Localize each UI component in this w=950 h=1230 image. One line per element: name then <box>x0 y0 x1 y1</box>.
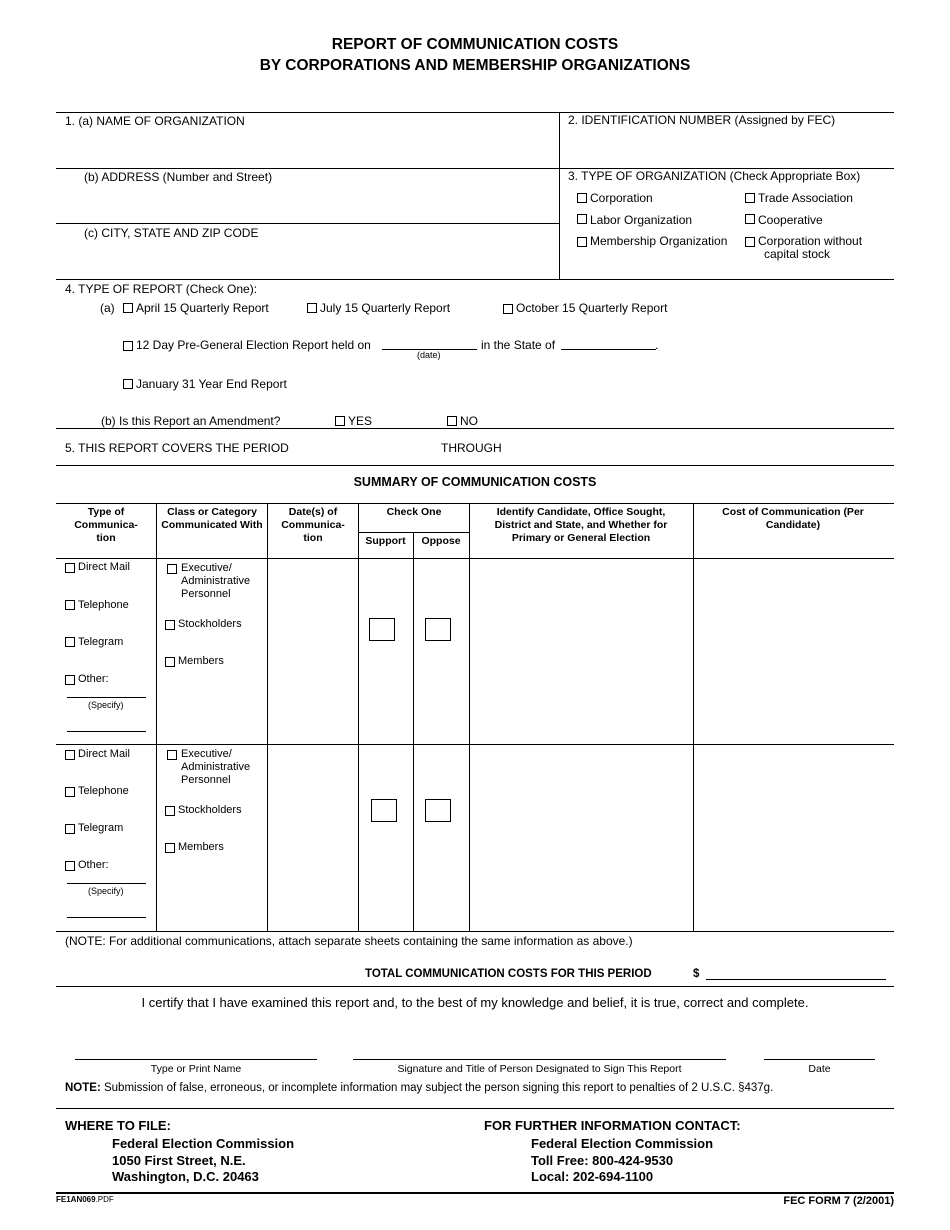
row1-other-checkbox[interactable] <box>65 675 75 685</box>
membership-organization-label: Membership Organization <box>590 234 728 248</box>
row1-direct-mail-checkbox[interactable] <box>65 563 75 573</box>
row1-direct-mail-label: Direct Mail <box>78 561 130 573</box>
amendment-no-checkbox[interactable] <box>447 416 457 426</box>
state-field[interactable] <box>561 349 656 350</box>
col-header-check-one: Check One <box>386 506 442 518</box>
file-code-name: FE1AN069 <box>56 1195 96 1204</box>
july-15-checkbox[interactable] <box>307 303 317 313</box>
divider <box>56 223 559 224</box>
row1-other-specify-field-2[interactable] <box>67 731 146 732</box>
trade-association-checkbox[interactable] <box>745 193 755 203</box>
contact-heading: FOR FURTHER INFORMATION CONTACT: <box>484 1118 741 1133</box>
contact-line2: Toll Free: 800-424-9530 <box>531 1153 674 1168</box>
labor-organization-checkbox[interactable] <box>577 214 587 224</box>
row2-other-label: Other: <box>78 859 109 871</box>
row1-stockholders-checkbox[interactable] <box>165 620 175 630</box>
corporation-without-label: Corporation without <box>758 234 863 248</box>
row1-members-checkbox[interactable] <box>165 657 175 667</box>
row2-telephone-checkbox[interactable] <box>65 787 75 797</box>
certification-text: I certify that I have examined this report and, to the best of my knowledge and belief, it is true, correct and complete. <box>141 995 809 1010</box>
corporation-without-stock-checkbox[interactable] <box>745 237 755 247</box>
org-type-label: 3. TYPE OF ORGANIZATION (Check Appropriate Box) <box>568 169 861 183</box>
row2-personnel-label: Personnel <box>181 774 231 786</box>
table-header-bottom <box>56 558 894 559</box>
row2-administrative-label: Administrative <box>181 761 251 773</box>
where-to-file-line2: 1050 First Street, N.E. <box>112 1153 246 1168</box>
total-label: TOTAL COMMUNICATION COSTS FOR THIS PERIOD <box>365 968 652 980</box>
row1-personnel-label: Personnel <box>181 588 231 600</box>
row1-stockholders-label: Stockholders <box>178 618 242 630</box>
file-code-ext: .PDF <box>95 1195 114 1204</box>
file-code <box>56 1195 114 1204</box>
row2-direct-mail-checkbox[interactable] <box>65 750 75 760</box>
penalty-note-text: Submission of false, erroneous, or incomplete information may subject the person signing this report to penalties of 2 U.S.C. §437g. <box>103 1082 774 1094</box>
row2-other-specify-field[interactable] <box>67 883 146 884</box>
pre-general-label: 12 Day Pre-General Election Report held on <box>136 338 371 352</box>
capital-stock-label: capital stock <box>764 247 831 261</box>
corporation-label: Corporation <box>590 191 653 205</box>
column-divider <box>267 503 268 931</box>
col-header-support: Support <box>365 535 406 547</box>
row2-direct-mail-label: Direct Mail <box>78 748 130 760</box>
signature-label: Signature and Title of Person Designated to Sign This Report <box>397 1063 682 1075</box>
amendment-yes-label: YES <box>348 414 373 428</box>
divider <box>56 1108 894 1109</box>
column-divider <box>413 532 414 931</box>
date-hint: (date) <box>417 350 441 360</box>
divider <box>56 428 894 429</box>
july-15-label: July 15 Quarterly Report <box>320 301 451 315</box>
divider <box>56 279 894 280</box>
row2-members-checkbox[interactable] <box>165 843 175 853</box>
labor-organization-label: Labor Organization <box>590 213 693 227</box>
column-divider <box>469 503 470 931</box>
additional-note: (NOTE: For additional communications, attach separate sheets containing the same information as above.) <box>65 934 633 948</box>
col-header-class: Class or Category Communicated With <box>161 506 263 531</box>
address-label: (b) ADDRESS (Number and Street) <box>84 170 273 184</box>
year-end-label: January 31 Year End Report <box>136 377 287 391</box>
column-divider <box>156 503 157 931</box>
id-number-label: 2. IDENTIFICATION NUMBER (Assigned by FEC) <box>568 113 836 127</box>
form-title-line2: BY CORPORATIONS AND MEMBERSHIP ORGANIZATIONS <box>259 57 691 74</box>
table-bottom-border <box>56 931 894 932</box>
report-type-a-label: (a) <box>100 301 115 315</box>
row1-executive-checkbox[interactable] <box>167 564 177 574</box>
penalty-note <box>65 1082 773 1094</box>
row2-executive-label: Executive/ <box>181 748 232 760</box>
cooperative-label: Cooperative <box>758 213 823 227</box>
row2-telegram-checkbox[interactable] <box>65 824 75 834</box>
april-15-label: April 15 Quarterly Report <box>136 301 269 315</box>
print-name-field[interactable] <box>75 1059 317 1060</box>
where-to-file-heading: WHERE TO FILE: <box>65 1118 171 1133</box>
row1-other-specify-field[interactable] <box>67 697 146 698</box>
trade-association-label: Trade Association <box>758 191 853 205</box>
summary-title: SUMMARY OF COMMUNICATION COSTS <box>353 475 597 489</box>
form-title-line1: REPORT OF COMMUNICATION COSTS <box>331 36 619 53</box>
city-state-zip-label: (c) CITY, STATE AND ZIP CODE <box>84 226 259 240</box>
row2-specify-hint: (Specify) <box>88 886 124 896</box>
table-top-border <box>56 503 894 504</box>
amendment-question: (b) Is this Report an Amendment? <box>101 414 281 428</box>
date-label: Date <box>808 1063 831 1075</box>
membership-organization-checkbox[interactable] <box>577 237 587 247</box>
row1-telegram-label: Telegram <box>78 636 124 648</box>
through-label: THROUGH <box>441 441 502 455</box>
total-currency: $ <box>693 968 700 980</box>
where-to-file-line1: Federal Election Commission <box>112 1136 295 1151</box>
amendment-yes-checkbox[interactable] <box>335 416 345 426</box>
row2-telephone-label: Telephone <box>78 785 129 797</box>
row1-specify-hint: (Specify) <box>88 700 124 710</box>
signature-field[interactable] <box>353 1059 726 1060</box>
cooperative-checkbox[interactable] <box>745 214 755 224</box>
october-15-label: October 15 Quarterly Report <box>516 301 668 315</box>
row2-telegram-label: Telegram <box>78 822 124 834</box>
footer-divider <box>56 1192 894 1194</box>
row2-stockholders-label: Stockholders <box>178 804 242 816</box>
row2-other-checkbox[interactable] <box>65 861 75 871</box>
row1-support-box[interactable] <box>369 618 395 641</box>
row1-administrative-label: Administrative <box>181 575 251 587</box>
row1-telephone-label: Telephone <box>78 599 129 611</box>
period-label: 5. THIS REPORT COVERS THE PERIOD <box>65 441 289 455</box>
form-id: FEC FORM 7 (2/2001) <box>783 1195 894 1207</box>
october-15-checkbox[interactable] <box>503 304 513 314</box>
col-header-identify: Identify Candidate, Office Sought, District and State, and Whether for Primary or General Election <box>494 506 668 544</box>
row2-members-label: Members <box>178 841 224 853</box>
state-of-label: in the State of <box>481 338 556 352</box>
row1-other-label: Other: <box>78 673 109 685</box>
row1-oppose-box[interactable] <box>425 618 451 641</box>
amendment-no-label: NO <box>460 414 478 428</box>
row2-other-specify-field-2[interactable] <box>67 917 146 918</box>
row2-support-box[interactable] <box>371 799 397 822</box>
col-header-type: Type of Communica- tion <box>74 506 138 544</box>
col-header-dates: Date(s) of Communica- tion <box>281 506 345 544</box>
pre-general-checkbox[interactable] <box>123 341 133 351</box>
row2-executive-checkbox[interactable] <box>167 750 177 760</box>
april-15-checkbox[interactable] <box>123 303 133 313</box>
col-header-oppose: Oppose <box>421 535 461 547</box>
report-type-label: 4. TYPE OF REPORT (Check One): <box>65 282 258 296</box>
row1-telegram-checkbox[interactable] <box>65 637 75 647</box>
contact-line3: Local: 202-694-1100 <box>531 1169 654 1184</box>
date-field[interactable] <box>764 1059 875 1060</box>
total-amount-field[interactable] <box>706 979 886 980</box>
where-to-file-line3: Washington, D.C. 20463 <box>112 1169 259 1184</box>
row2-oppose-box[interactable] <box>425 799 451 822</box>
column-divider <box>358 503 359 931</box>
contact-line1: Federal Election Commission <box>531 1136 714 1151</box>
column-divider <box>693 503 694 931</box>
table-row-divider <box>56 744 894 745</box>
corporation-checkbox[interactable] <box>577 193 587 203</box>
penalty-note-bold: NOTE: <box>65 1082 101 1094</box>
row1-executive-label: Executive/ <box>181 562 232 574</box>
divider <box>56 986 894 987</box>
print-name-label: Type or Print Name <box>150 1063 242 1075</box>
year-end-checkbox[interactable] <box>123 379 133 389</box>
divider <box>56 465 894 466</box>
check-one-divider <box>358 532 470 533</box>
divider <box>559 112 560 279</box>
period-dot: . <box>655 338 659 352</box>
row2-stockholders-checkbox[interactable] <box>165 806 175 816</box>
col-header-cost: Cost of Communication (Per Candidate) <box>722 506 864 531</box>
row1-members-label: Members <box>178 655 224 667</box>
row1-telephone-checkbox[interactable] <box>65 600 75 610</box>
org-name-label: 1. (a) NAME OF ORGANIZATION <box>65 114 245 128</box>
